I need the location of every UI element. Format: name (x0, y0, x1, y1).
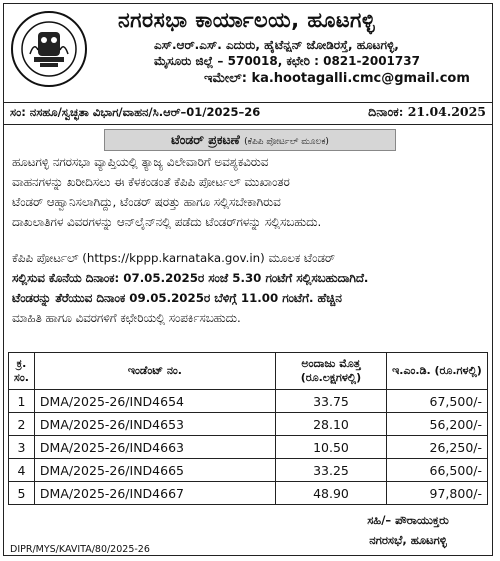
notice-date: ದಿನಾಂಕ: 21.04.2025 (368, 104, 486, 119)
tender-title-text: ಟೆಂಡರ್ ಪ್ರಕಟಣೆ (171, 132, 240, 147)
tender-notice-title (104, 129, 396, 151)
paragraph-line: ಹೂಟಗಳ್ಳಿ ನಗರಸಭಾ ವ್ಯಾಪ್ತಿಯಲ್ಲಿ ತ್ಯಾಜ್ಯ ವಿಲೇವಾರಿಗೆ ಅವಶ್ಯಕವಿರುವ (12, 155, 269, 169)
cell-serial: 3 (9, 436, 35, 459)
cell-emd: 66,500/- (386, 459, 487, 482)
paragraph-line: ಮಾಹಿತಿ ಹಾಗೂ ವಿವರಗಳಿಗೆ ಕಛೇರಿಯಲ್ಲಿ ಸಂಪರ್ಕಿಸಬಹುದು. (12, 311, 241, 325)
cell-indent-no: DMA/2025-26/IND4653 (34, 413, 275, 436)
office-title: ನಗರಸಭಾ ಕಾರ್ಯಾಲಯ, ಹೂಟಗಳ್ಳಿ (118, 8, 376, 32)
notice-paragraph-1 (12, 152, 488, 232)
table-row (9, 413, 488, 436)
col-serial: ಕ್ರ. ಸಂ. (9, 353, 35, 390)
col-indent-no: ಇಂಡೆಂಟ್ ನಂ. (34, 353, 275, 390)
paragraph-line: ಟೆಂಡರ್ ಆಹ್ವಾನಿಸಲಾಗಿದ್ದು, ಟೆಂಡರ್ ಷರತ್ತು ಹಾಗೂ ಸಲ್ಲಿಸಬೇಕಾಗಿರುವ (12, 195, 281, 209)
cell-emd: 56,200/- (386, 413, 487, 436)
office-address-line-1: ಎಸ್.ಆರ್.ಎಸ್. ಎದುರು, ಹೈಟೆನ್ಷನ್ ಜೋಡಿರಸ್ತೆ, ಹೂಟಗಳ್ಳಿ, (154, 38, 399, 52)
reference-bar (4, 102, 492, 125)
government-emblem-icon (10, 10, 88, 88)
table-row (9, 482, 488, 505)
paragraph-line: ವಾಹನಗಳನ್ನು ಖರೀದಿಸಲು ಈ ಕೆಳಕಂಡಂತೆ ಕೆಪಿಪಿ ಪೋರ್ಟಲ್ ಮುಖಾಂತರ (12, 175, 290, 189)
signature-line-2: ನಗರಸಭೆ, ಹೂಟಗಳ್ಳಿ (369, 533, 447, 547)
tender-title-subtitle: (ಕೆಪಿಪಿ ಪೋರ್ಟಲ್ ಮೂಲಕ) (244, 137, 329, 147)
cell-emd: 97,800/- (386, 482, 487, 505)
col-estimated-amount: ಅಂದಾಜು ಮೊತ್ತ (ರೂ.ಲಕ್ಷಗಳಲ್ಲಿ) (275, 353, 386, 390)
cell-amount: 28.10 (275, 413, 386, 436)
notice-frame (3, 3, 493, 556)
table-row (9, 459, 488, 482)
cell-amount: 33.25 (275, 459, 386, 482)
paragraph-line: ದಾಖಲಾತಿಗಳ ವಿವರಗಳನ್ನು ಆನ್‌ಲೈನ್‌ನಲ್ಲಿ ಪಡೆದು ಟೆಂಡರ್‌ಗಳನ್ನು ಸಲ್ಲಿಸಬಹುದು. (12, 215, 322, 229)
indent-table (8, 352, 488, 505)
cell-amount: 33.75 (275, 390, 386, 413)
cell-emd: 26,250/- (386, 436, 487, 459)
letterhead (4, 4, 492, 103)
table-row (9, 436, 488, 459)
cell-indent-no: DMA/2025-26/IND4663 (34, 436, 275, 459)
cell-amount: 48.90 (275, 482, 386, 505)
cell-indent-no: DMA/2025-26/IND4654 (34, 390, 275, 413)
cell-serial: 4 (9, 459, 35, 482)
office-email: ಇಮೇಲ್: ka.hootagalli.cmc@gmail.com (204, 71, 470, 86)
table-row (9, 390, 488, 413)
signature-block (338, 510, 478, 550)
table-header-row (9, 353, 488, 390)
cell-serial: 2 (9, 413, 35, 436)
signature-line-1: ಸಹಿ/– ಪೌರಾಯುಕ್ತರು (367, 513, 449, 527)
cell-emd: 67,500/- (386, 390, 487, 413)
cell-indent-no: DMA/2025-26/IND4665 (34, 459, 275, 482)
paragraph-line: ಕೆಪಿಪಿ ಪೋರ್ಟಲ್ (https://kppp.karnataka.gov.in) ಮೂಲಕ ಟೆಂಡರ್ (12, 251, 335, 265)
cell-serial: 1 (9, 390, 35, 413)
cell-amount: 10.50 (275, 436, 386, 459)
paragraph-line: ಟೆಂಡರನ್ನು ತೆರೆಯುವ ದಿನಾಂಕ 09.05.2025ರ ಬೆಳಿಗ್ಗೆ 11.00 ಗಂಟೆಗೆ. ಹೆಚ್ಚಿನ (12, 291, 342, 305)
dipr-code: DIPR/MYS/KAVITA/80/2025-26 (10, 544, 150, 555)
cell-serial: 5 (9, 482, 35, 505)
paragraph-line: ಸಲ್ಲಿಸುವ ಕೊನೆಯ ದಿನಾಂಕ: 07.05.2025ರ ಸಂಜೆ 5.30 ಗಂಟೆಗೆ ಸಲ್ಲಿಸಬಹುದಾಗಿದೆ. (12, 271, 369, 285)
reference-number: ಸಂ: ನಸಹೂ/ಸ್ವಚ್ಛತಾ ವಿಭಾಗ/ವಾಹನ/ಸಿ.ಆರ್–01/2025–26 (10, 105, 261, 119)
col-emd: ಇ.ಎಂ.ಡಿ. (ರೂ.ಗಳಲ್ಲಿ) (386, 353, 487, 390)
cell-indent-no: DMA/2025-26/IND4667 (34, 482, 275, 505)
office-address-line-2: ಮೈಸೂರು ಜಿಲ್ಲೆ – 570018, ಕಛೇರಿ : 0821-2001737 (154, 54, 420, 68)
notice-paragraph-2 (12, 248, 488, 328)
